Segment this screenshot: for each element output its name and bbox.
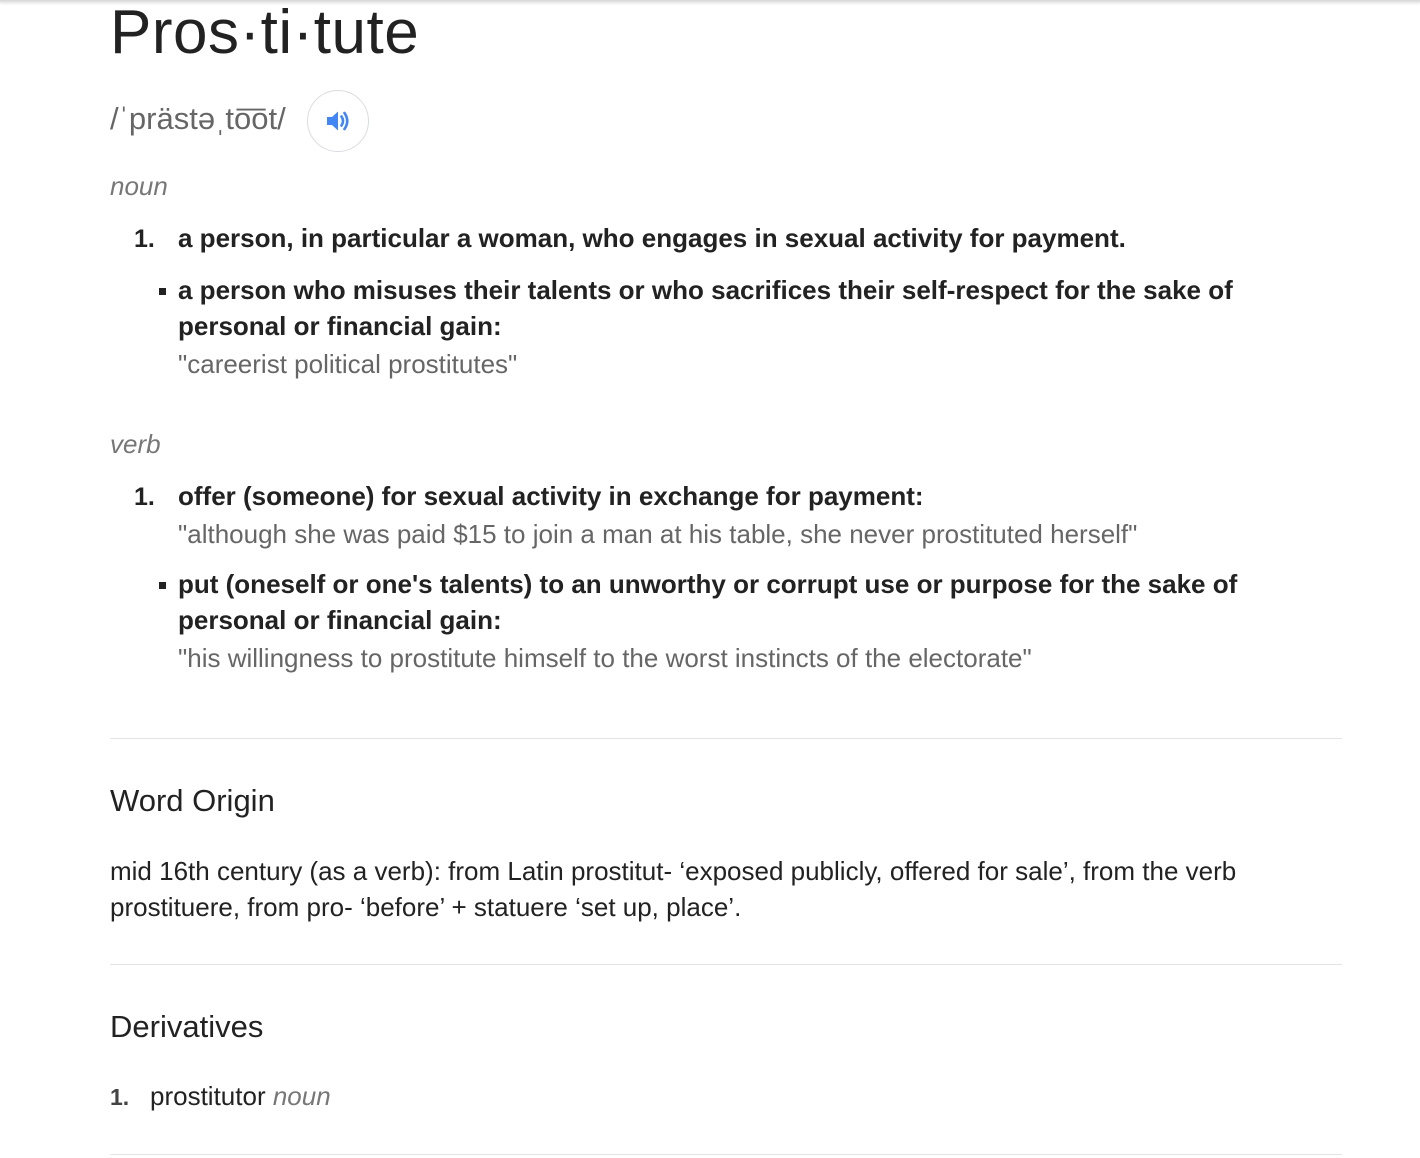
pronunciation: /ˈprästəˌto͞ot/ bbox=[110, 101, 286, 136]
subsense-bullet bbox=[159, 582, 166, 589]
section-divider bbox=[110, 964, 1342, 965]
word-origin-text: mid 16th century (as a verb): from Latin prostitut- ‘exposed publicly, offered for sale’, from the verb prostituere, from pro- ‘before’ + statuere ‘set up, place’. bbox=[110, 856, 1237, 922]
section-divider bbox=[110, 738, 1342, 739]
section-divider bbox=[110, 1154, 1342, 1155]
derivative-pos: noun bbox=[272, 1081, 331, 1111]
speaker-icon bbox=[323, 106, 353, 136]
example-sentence: "although she was paid $15 to join a man at his table, she never prostituted herself" bbox=[178, 519, 1138, 549]
word-origin-heading: Word Origin bbox=[110, 783, 275, 818]
definition-text: a person, in particular a woman, who engages in sexual activity for payment. bbox=[178, 223, 1126, 253]
derivative-item bbox=[150, 1078, 331, 1114]
definition-text: a person who misuses their talents or who sacrifices their self-respect for the sake of personal or financial gain: bbox=[178, 275, 1233, 341]
example-sentence: "careerist political prostitutes" bbox=[178, 349, 518, 379]
derivative-number: 1. bbox=[110, 1084, 130, 1110]
sense-number: 1. bbox=[134, 483, 155, 511]
example-sentence: "his willingness to prostitute himself to the worst instincts of the electorate" bbox=[178, 643, 1032, 673]
sense-number: 1. bbox=[134, 225, 155, 253]
definition-text: offer (someone) for sexual activity in exchange for payment: bbox=[178, 481, 924, 511]
part-of-speech-noun: noun bbox=[110, 171, 168, 201]
part-of-speech-verb: verb bbox=[110, 429, 161, 459]
definition-text: put (oneself or one's talents) to an unworthy or corrupt use or purpose for the sake of personal or financial gain: bbox=[178, 569, 1238, 635]
derivative-word: prostitutor bbox=[150, 1081, 266, 1111]
derivatives-heading: Derivatives bbox=[110, 1009, 264, 1044]
subsense-bullet bbox=[159, 288, 166, 295]
listen-button[interactable] bbox=[307, 90, 369, 152]
headword: Pros·ti·tute bbox=[110, 0, 420, 67]
